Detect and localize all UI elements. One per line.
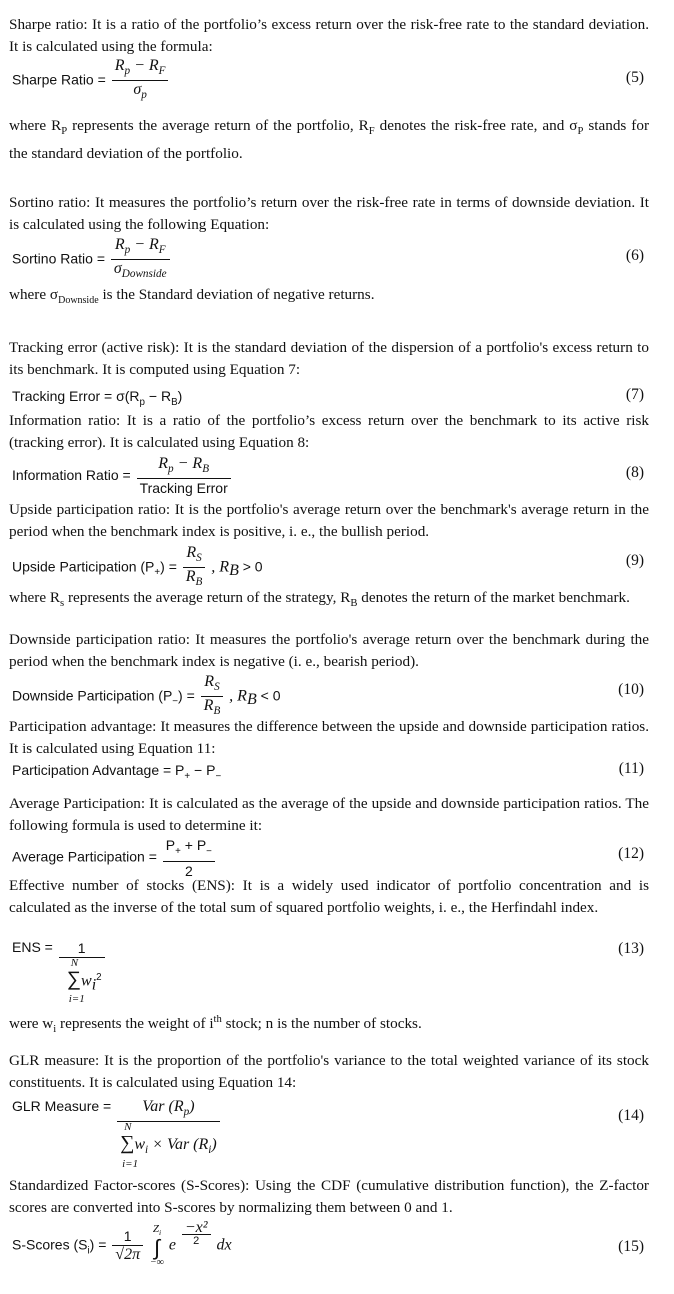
- equation-number-9: (9): [625, 552, 644, 569]
- average-fraction: $\frac{P_+ + P_-}{2}$: [163, 836, 215, 880]
- ens-where: were $w_i$ represents the weight of $i^{th}$ stock; n is the number of stocks.: [9, 1014, 422, 1036]
- sscores-equation: S-Scores $(S_i)$ = $\frac{1}{√2\pi}$ $Z_i$ ∫ −∞ e $\frac{\text{−x²}}{2}$ dx: [12, 1219, 232, 1269]
- sortino-where: where $\sigma_{Downside}$ is the Standard deviation of negative returns.: [9, 286, 375, 307]
- equation-number-10: (10): [618, 681, 644, 698]
- equation-number-14: (14): [618, 1107, 644, 1124]
- advantage-equation: Participation Advantage = $P_+ - P_-$: [12, 762, 222, 782]
- sscores-fraction: $\frac{1}{√2\pi}$: [112, 1227, 143, 1264]
- equation-number-7: (7): [625, 386, 644, 403]
- information-equation: Information Ratio = $\frac{R_p - R_B}{\text{Tracking Error}}$: [12, 455, 233, 497]
- upside-where: where $R_s$ represents the average return of the strategy, $R_B$ denotes the return of the market benchmark.: [9, 589, 630, 610]
- equation-number-12: (12): [618, 845, 644, 862]
- upside-fraction: $\frac{R_S}{R_B}$: [183, 544, 206, 591]
- sharpe-equation: [12, 57, 170, 104]
- equation-number-15: (15): [618, 1238, 644, 1255]
- equation-number-11: (11): [618, 760, 644, 777]
- information-paragraph: Information ratio: It is a ratio of the portfolio’s excess return over the benchmark to its active risk (tracking error). It is calculated using Equation 8:: [9, 412, 649, 451]
- glr-fraction: Var $(R_p)$ N $\sum w_i$ × Var $(R_i)$ i=1: [117, 1098, 220, 1170]
- upside-paragraph: Upside participation ratio: It is the portfolio's average return over the benchmark's average return in the period when the benchmark index is positive, i. e., the bullish period.: [9, 501, 649, 540]
- tracking-equation: Tracking Error = $\sigma(R_p - R_B)$: [12, 388, 183, 408]
- equation-number-13: (13): [618, 940, 644, 957]
- sharpe-label: Sharpe Ratio =: [12, 71, 106, 88]
- average-paragraph: Average Participation: It is calculated as the average of the upside and downside participation ratios. The following formula is used to determine it:: [9, 795, 649, 834]
- sscores-paragraph: Standardized Factor-scores (S-Scores): Using the CDF (cumulative distribution function), the Z-factor scores are converted into S-scores by normalizing them between 0 and 1.: [9, 1177, 649, 1216]
- exponent-fraction: $\frac{\text{−x²}}{2}$: [182, 1222, 211, 1247]
- information-fraction: $\frac{R_p - R_B}{\text{Tracking Error}}$: [137, 455, 231, 497]
- sharpe-paragraph: Sharpe ratio: It is a ratio of the portfolio’s excess return over the risk-free rate to the standard deviation. It is calculated using the formula:: [9, 16, 649, 55]
- sharpe-where: where $R_P$ represents the average return of the portfolio, $R_F$ denotes the risk-free rate, and $\sigma_P$ stands for the standard deviation of the portfolio.: [9, 117, 650, 162]
- sortino-paragraph: Sortino ratio: It measures the portfolio’s return over the risk-free rate in terms of downside deviation. It is calculated using the following Equation:: [9, 194, 649, 233]
- glr-equation: GLR Measure = Var $(R_p)$ N $\sum w_i$ × Var $(R_i)$ i=1: [12, 1098, 222, 1170]
- sharpe-fraction: $\frac{R_p - R_F}{\sigma_p}$: [112, 57, 169, 104]
- sortino-fraction: $\frac{R_p - R_F}{\sigma_{Downside}}$: [111, 236, 170, 283]
- sortino-label: Sortino Ratio =: [12, 250, 105, 267]
- equation-number-8: (8): [625, 464, 644, 481]
- advantage-paragraph: Participation advantage: It measures the difference between the upside and downside participation ratios. It is calculated using Equation 11:: [9, 718, 649, 757]
- ens-equation: ENS = 1 N $\sum w_i^2$ i=1: [12, 939, 107, 1005]
- ens-paragraph: Effective number of stocks (ENS): It is a widely used indicator of portfolio concentration and is calculated as the inverse of the total sum of squared portfolio weights, i. e., the Herfindahl index.: [9, 877, 649, 916]
- ens-fraction: 1 N $\sum w_i^2$ i=1: [59, 939, 105, 1005]
- integral: $Z_i$ ∫ −∞: [150, 1222, 164, 1269]
- upside-equation: Upside Participation $(P_+)$ = $\frac{R_S}{R_B}$ , $R_B > 0$: [12, 544, 263, 591]
- average-equation: Average Participation = $\frac{P_+ + P_-}{2}$: [12, 836, 217, 880]
- tracking-paragraph: Tracking error (active risk): It is the standard deviation of the dispersion of a portfolio's excess return to its benchmark. It is computed using Equation 7:: [9, 339, 649, 378]
- downside-fraction: $\frac{R_S}{R_B}$: [201, 673, 224, 720]
- downside-paragraph: Downside participation ratio: It measures the portfolio's average return over the benchmark during the period when the benchmark index is negative (i. e., bearish period).: [9, 631, 649, 670]
- downside-equation: Downside Participation $(P_-)$ = $\frac{R_S}{R_B}$ , $R_B < 0$: [12, 673, 280, 720]
- equation-number-5: (5): [625, 69, 644, 86]
- sortino-equation: [12, 236, 172, 283]
- glr-paragraph: GLR measure: It is the proportion of the portfolio's variance to the total weighted variance of its stock constituents. It is calculated using Equation 14:: [9, 1052, 649, 1091]
- equation-number-6: (6): [625, 247, 644, 264]
